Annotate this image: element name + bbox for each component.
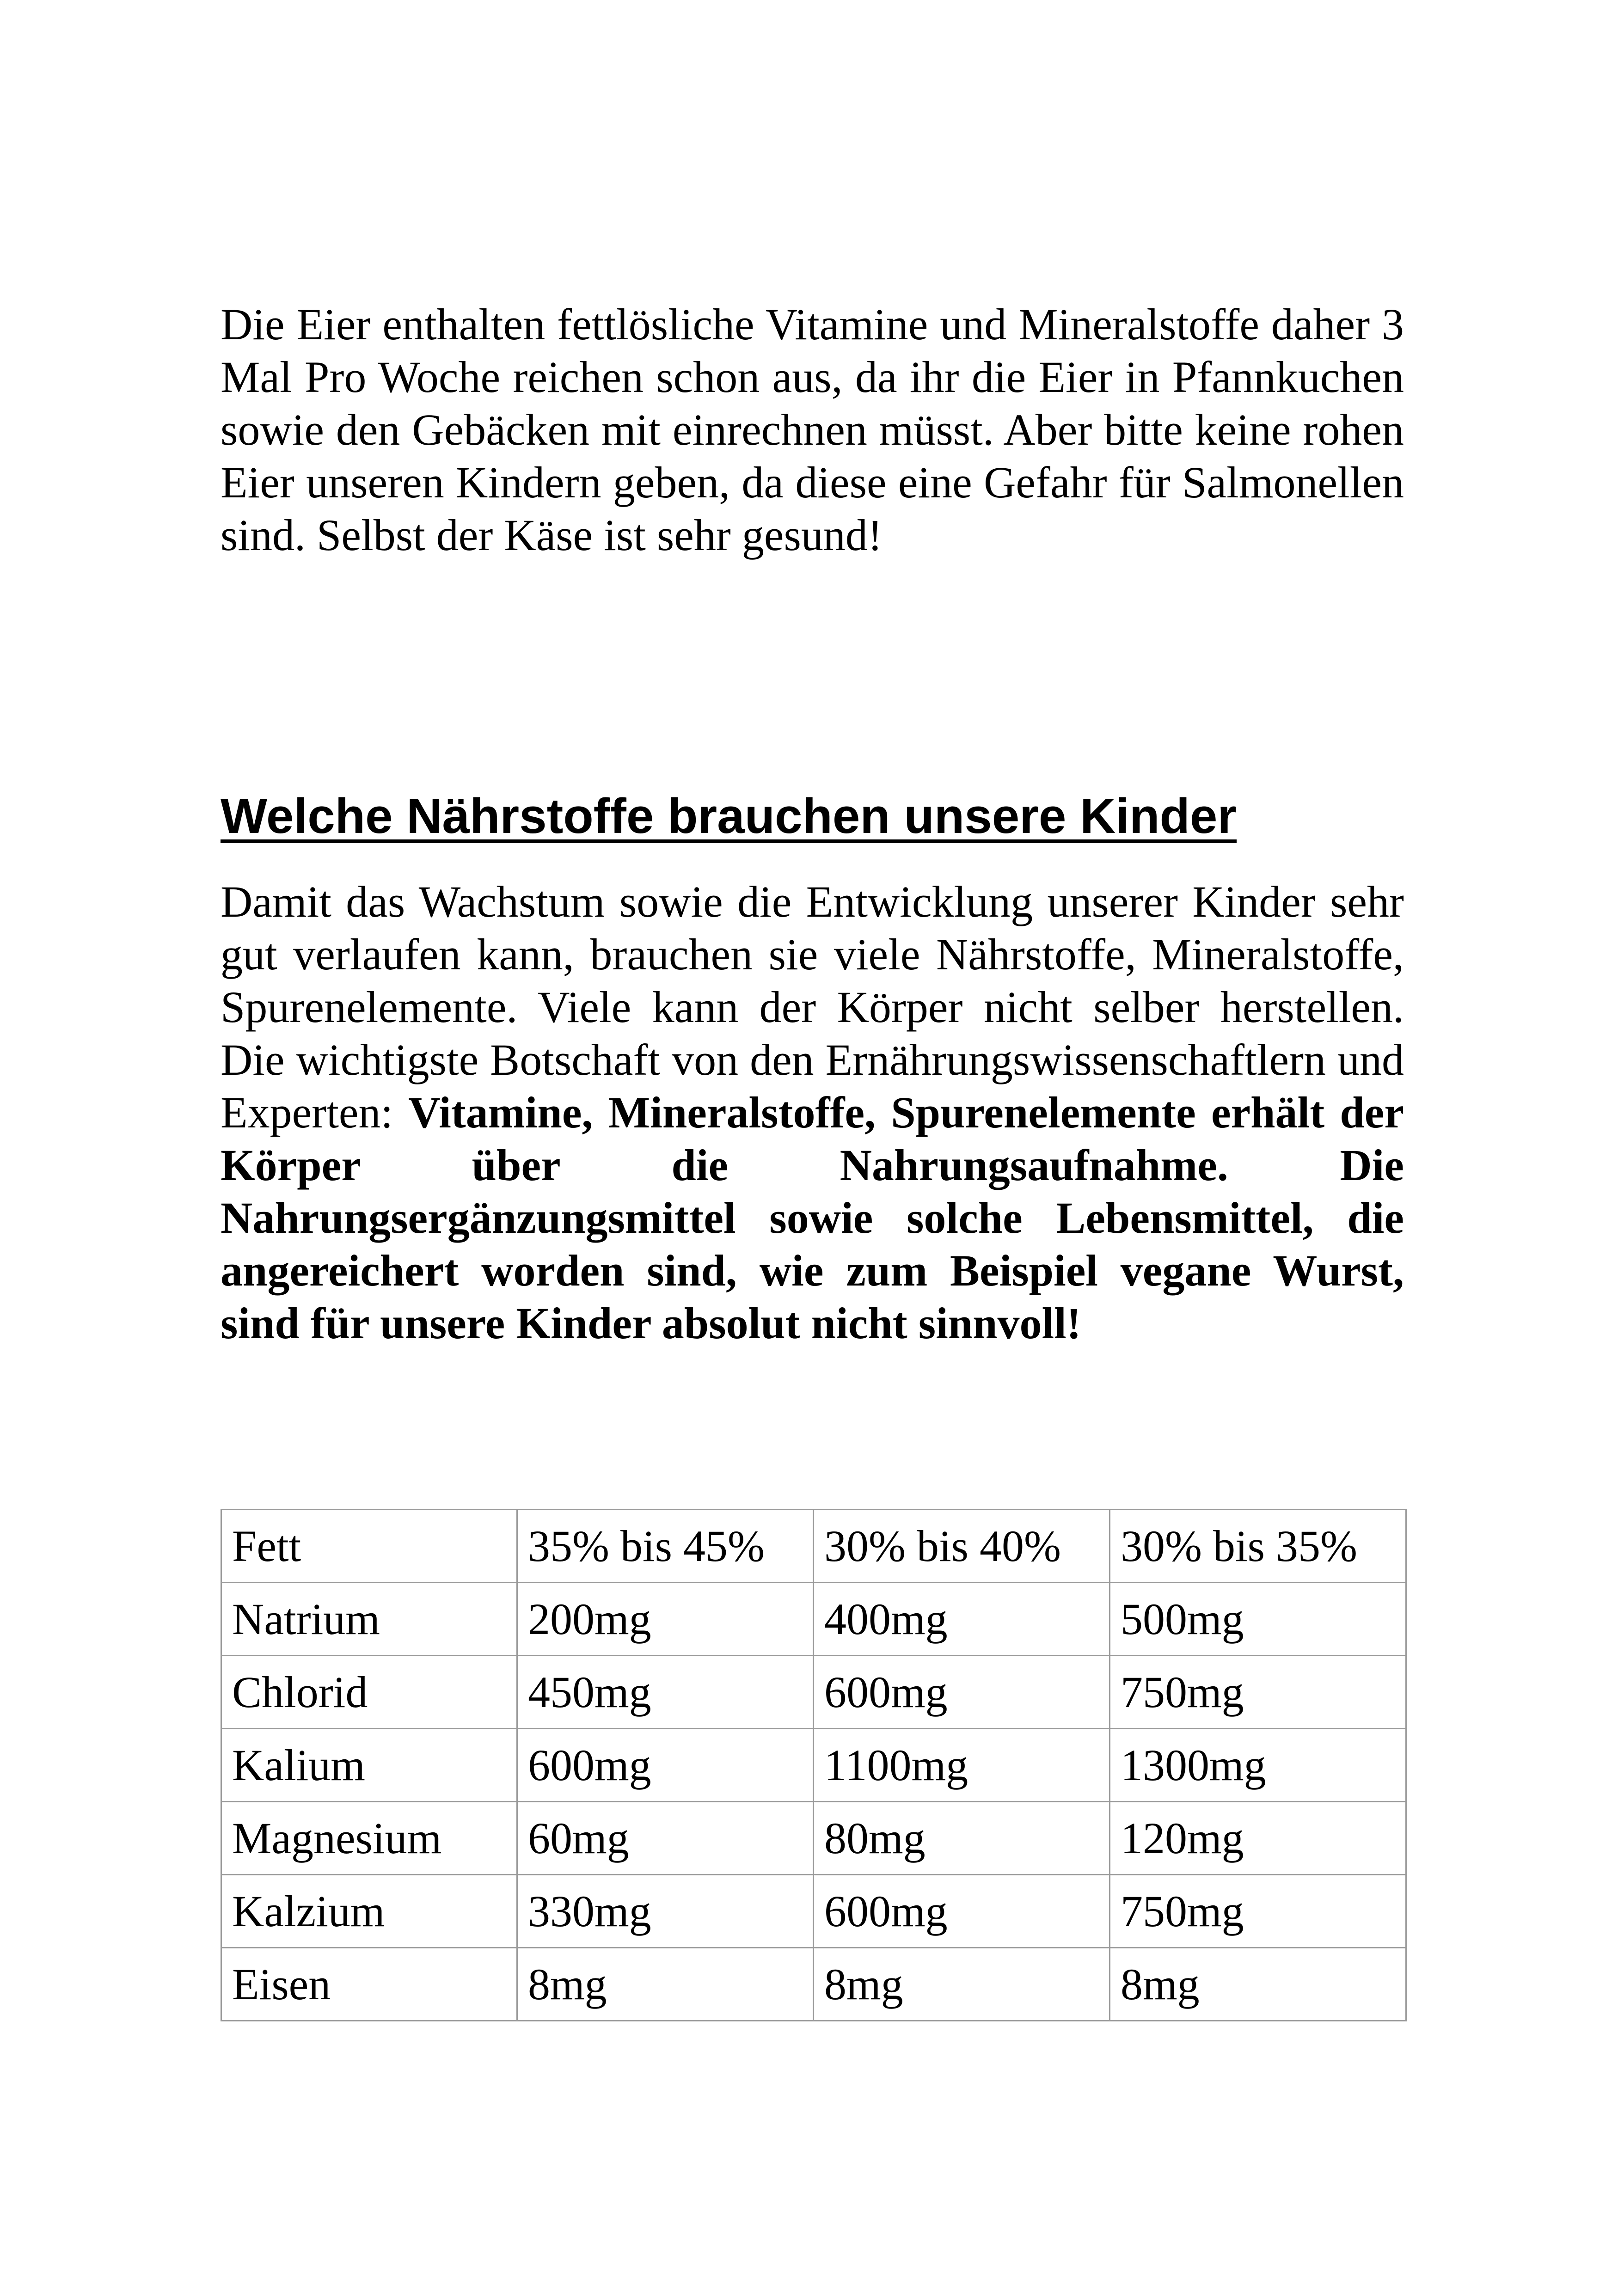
nutrient-name-cell: Kalzium — [221, 1875, 517, 1948]
nutrient-name-cell: Kalium — [221, 1729, 517, 1802]
value-cell: 400mg — [814, 1583, 1110, 1656]
table-row — [221, 1510, 1406, 1583]
table-row — [221, 1583, 1406, 1656]
value-cell: 120mg — [1110, 1802, 1406, 1875]
nutrients-paragraph-text: Damit das Wachstum sowie die Entwicklung unserer Kinder sehr gut verlaufen kann, brauchen sie viele Nährstoffe, Mineralstoffe, Spurenelemente. Viele kann der Körper nicht selber herstellen. Die wichtigste Botschaft von den Ernährungswissenschaftlern und Experten: — [221, 877, 1404, 1137]
nutrients-paragraph-bold-text: Vitamine, Mineralstoffe, Spurenelemente erhält der Körper über die Nahrungsaufnahme. Die Nahrungsergänzungsmittel sowie solche Lebensmittel, die angereichert worden sind, wie zum Beispiel vegane Wurst, sind für unsere Kinder absolut nicht sinnvoll! — [221, 1088, 1404, 1348]
value-cell: 1100mg — [814, 1729, 1110, 1802]
value-cell: 8mg — [814, 1948, 1110, 2021]
value-cell: 80mg — [814, 1802, 1110, 1875]
section-heading: Welche Nährstoffe brauchen unsere Kinder — [221, 788, 1237, 844]
value-cell: 600mg — [814, 1875, 1110, 1948]
nutrient-name-cell: Natrium — [221, 1583, 517, 1656]
value-cell: 500mg — [1110, 1583, 1406, 1656]
table-row — [221, 1875, 1406, 1948]
eggs-paragraph: Die Eier enthalten fettlösliche Vitamine und Mineralstoffe daher 3 Mal Pro Woche reichen schon aus, da ihr die Eier in Pfannkuchen sowie den Gebäcken mit einrechnen müsst. Aber bitte keine rohen Eier unseren Kindern geben, da diese eine Gefahr für Salmonellen sind. Selbst der Käse ist sehr gesund! — [221, 300, 1404, 560]
value-cell: 750mg — [1110, 1875, 1406, 1948]
value-cell: 35% bis 45% — [517, 1510, 814, 1583]
value-cell: 1300mg — [1110, 1729, 1406, 1802]
nutrients-paragraph — [221, 876, 1404, 1350]
value-cell: 30% bis 40% — [814, 1510, 1110, 1583]
value-cell: 600mg — [814, 1656, 1110, 1729]
nutrient-name-cell: Chlorid — [221, 1656, 517, 1729]
table-row — [221, 1656, 1406, 1729]
table-row — [221, 1948, 1406, 2021]
nutrient-name-cell: Magnesium — [221, 1802, 517, 1875]
nutrient-name-cell: Eisen — [221, 1948, 517, 2021]
value-cell: 600mg — [517, 1729, 814, 1802]
table-row — [221, 1802, 1406, 1875]
table-row — [221, 1729, 1406, 1802]
value-cell: 200mg — [517, 1583, 814, 1656]
value-cell: 60mg — [517, 1802, 814, 1875]
value-cell: 750mg — [1110, 1656, 1406, 1729]
value-cell: 8mg — [1110, 1948, 1406, 2021]
value-cell: 330mg — [517, 1875, 814, 1948]
nutrient-table — [221, 1509, 1407, 2021]
value-cell: 450mg — [517, 1656, 814, 1729]
nutrient-name-cell: Fett — [221, 1510, 517, 1583]
value-cell: 30% bis 35% — [1110, 1510, 1406, 1583]
value-cell: 8mg — [517, 1948, 814, 2021]
